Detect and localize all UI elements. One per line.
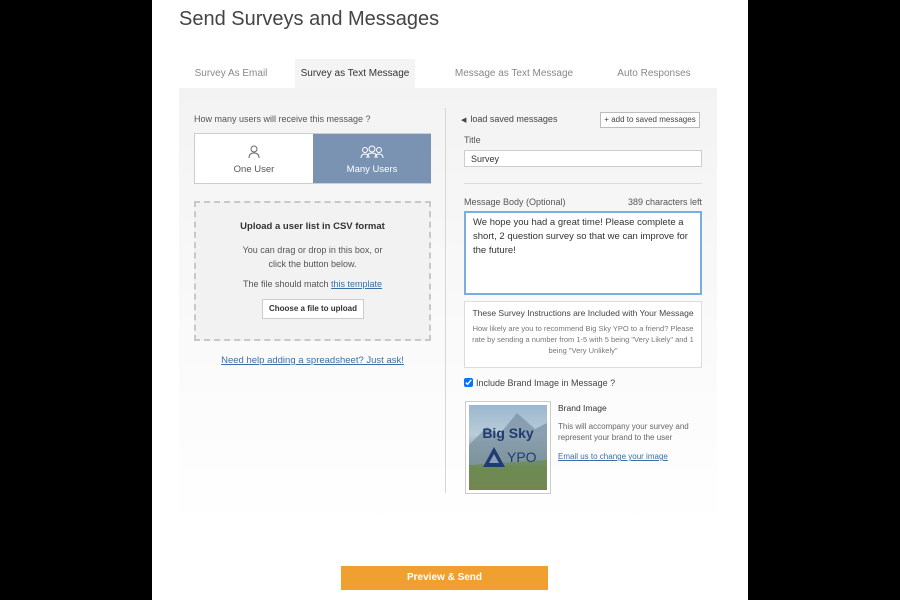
- column-divider: [445, 108, 446, 493]
- include-brand-label: Include Brand Image in Message ?: [476, 378, 616, 388]
- one-user-label: One User: [233, 164, 275, 175]
- instructions-title: These Survey Instructions are Included with Your Message: [472, 308, 694, 318]
- brand-image-title: Big Sky: [482, 425, 534, 441]
- title-label: Title: [464, 135, 481, 145]
- tab-auto-responses[interactable]: Auto Responses: [617, 68, 691, 79]
- user-icon: [195, 145, 313, 161]
- brand-image-title-label: Brand Image: [558, 403, 607, 413]
- many-users-button[interactable]: [313, 134, 431, 183]
- load-saved-messages[interactable]: [461, 114, 557, 124]
- page: [152, 0, 748, 600]
- template-note: [196, 279, 429, 289]
- section-divider: [464, 183, 702, 184]
- brand-image-frame: [465, 401, 551, 494]
- tab-survey-as-text[interactable]: Survey as Text Message: [295, 59, 415, 88]
- ypo-logo-icon: [482, 446, 506, 468]
- recipients-question: How many users will receive this message ?: [194, 114, 371, 124]
- template-note-prefix: The file should match: [242, 279, 329, 289]
- change-image-link[interactable]: Email us to change your image: [558, 452, 668, 461]
- tab-survey-as-email[interactable]: Survey As Email: [194, 68, 268, 79]
- message-body-label: Message Body (Optional): [464, 197, 566, 207]
- upload-title: Upload a user list in CSV format: [240, 221, 385, 232]
- page-title: Send Surveys and Messages: [179, 8, 440, 30]
- tab-bar: [179, 59, 717, 88]
- instructions-text: How likely are you to recommend Big Sky YPO to a friend? Please rate by sending a number from 1-5 with 5 being "Very Likely" and 1 being "Very Unlikely": [472, 324, 694, 355]
- load-saved-label: load saved messages: [470, 114, 558, 124]
- brand-image-description: This will accompany your survey and represent your brand to the user: [558, 422, 689, 442]
- recipient-toggle: [194, 133, 431, 184]
- message-body-input[interactable]: [464, 211, 702, 295]
- include-brand-checkbox[interactable]: [464, 378, 473, 387]
- spreadsheet-help-link[interactable]: Need help adding a spreadsheet? Just ask!: [221, 355, 404, 366]
- survey-instructions: [464, 301, 702, 368]
- brand-image-subtitle: YPO: [507, 449, 537, 465]
- tab-message-as-text[interactable]: Message as Text Message: [454, 68, 574, 79]
- characters-left: 389 characters left: [627, 197, 702, 207]
- one-user-button[interactable]: [195, 134, 313, 183]
- mountain-graphic: [469, 405, 547, 490]
- preview-send-button[interactable]: Preview & Send: [341, 566, 548, 590]
- template-link[interactable]: this template: [331, 279, 383, 289]
- upload-instruction-1: You can drag or drop in this box, or: [242, 245, 383, 255]
- add-to-saved-button[interactable]: + add to saved messages: [600, 112, 700, 128]
- upload-instruction-2: click the button below.: [268, 259, 357, 269]
- csv-dropzone[interactable]: [194, 201, 431, 341]
- choose-file-button[interactable]: Choose a file to upload: [262, 299, 364, 319]
- title-input[interactable]: [464, 150, 702, 167]
- many-users-label: Many Users: [346, 164, 398, 175]
- brand-image: [469, 405, 547, 490]
- users-icon: [313, 145, 431, 161]
- caret-left-icon: ◀: [461, 117, 467, 124]
- include-brand-image[interactable]: [464, 378, 615, 388]
